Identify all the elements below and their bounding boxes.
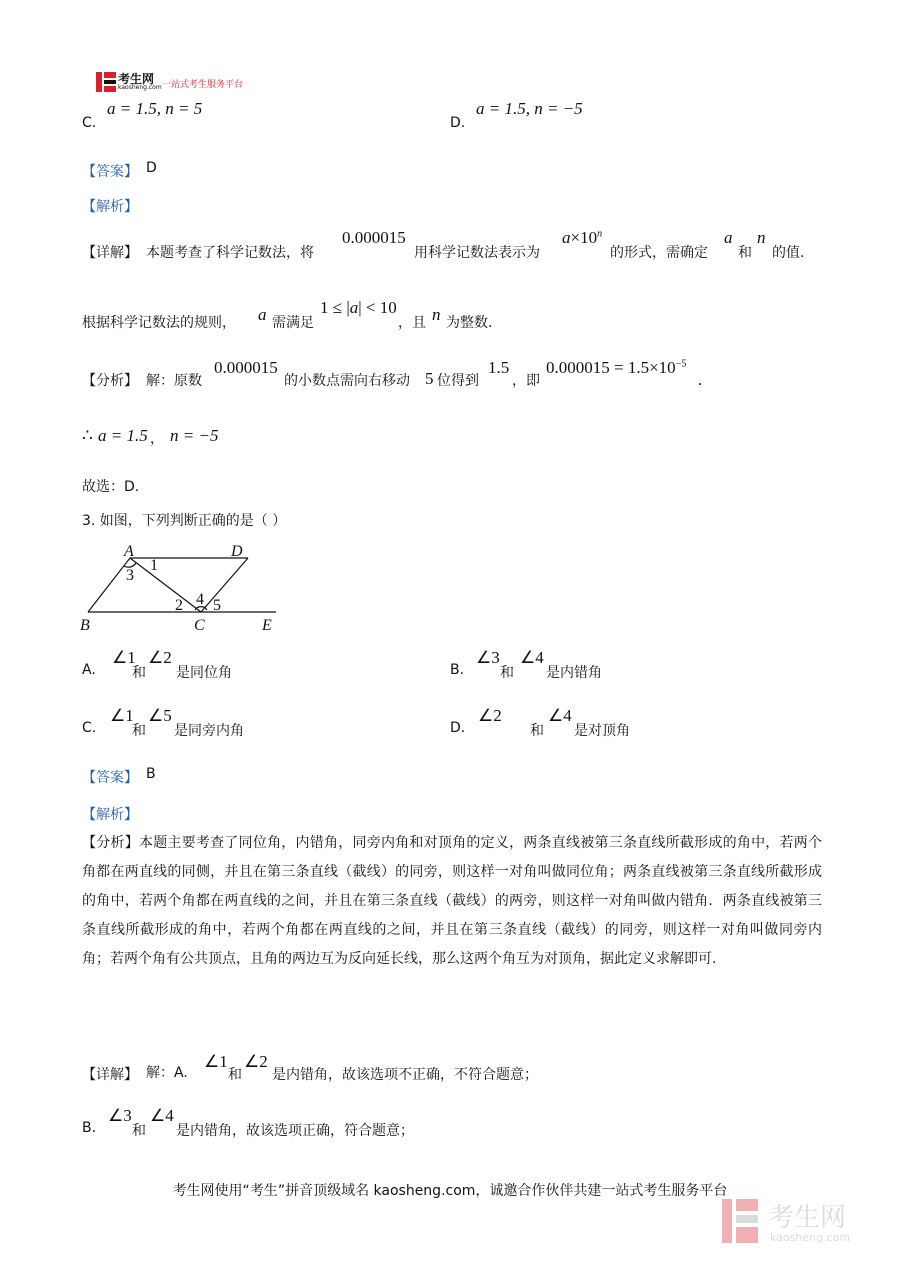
logo-slogan: 一站式考生服务平台 <box>162 80 244 90</box>
q3-analysis-tag: 【解析】 <box>82 807 138 823</box>
line-ab <box>88 558 130 612</box>
q3-fenxi-paragraph <box>82 829 822 974</box>
label-4: 4 <box>196 591 204 608</box>
q2-rule-inequality: 1 ≤ |a| < 10 <box>320 298 397 317</box>
kaosheng-logo-icon <box>96 72 116 92</box>
line-ac <box>130 558 201 612</box>
q3-detail-b-x: ∠3 <box>108 1106 132 1125</box>
q2-detail-text-1: 本题考查了科学记数法，将 <box>146 245 314 261</box>
label-c: C <box>194 617 205 634</box>
q2-option-d-expr: a = 1.5, n = −5 <box>476 99 583 118</box>
label-3: 3 <box>126 567 134 584</box>
q2-answer-tag: 【答案】 <box>82 164 138 180</box>
q2-fenxi-equation: $0.000015 = 1.5\times 10^{-5}$ <box>546 358 687 377</box>
q2-detail-number: 0.000015 <box>342 228 406 247</box>
q3-detail-b-and: 和 <box>132 1123 146 1139</box>
q2-fenxi-text-3: 位得到 <box>437 373 479 389</box>
logo-text: 考生网 <box>118 72 155 86</box>
q2-detail-tag: 【详解】 <box>82 245 138 261</box>
q3-opt-d-y: ∠4 <box>548 706 572 725</box>
q3-stem: 3. 如图，下列判断正确的是（ ） <box>82 513 287 529</box>
q2-rule-text-2: 需满足 <box>272 315 314 331</box>
q3-detail-b-letter: B. <box>82 1120 97 1136</box>
q3-opt-b-text: 是内错角 <box>546 665 602 681</box>
q3-geometry-figure <box>78 538 288 634</box>
q3-opt-a-y: ∠2 <box>148 648 172 667</box>
q3-opt-b-letter: B. <box>450 662 465 678</box>
q2-detail-formula: $a\times 10^n$ <box>562 228 603 247</box>
label-d: D <box>231 543 243 560</box>
watermark-text: 考生网 <box>768 1203 847 1233</box>
watermark <box>722 1197 872 1251</box>
q3-opt-a-letter: A. <box>82 662 96 678</box>
q3-detail-a-prefix: 解：A. <box>146 1065 188 1081</box>
q3-opt-c-letter: C. <box>82 720 97 736</box>
q3-opt-c-y: ∠5 <box>148 706 172 725</box>
q2-fenxi-text-4: ，即 <box>512 373 540 389</box>
q3-opt-b-x: ∠3 <box>476 648 500 667</box>
q2-rule-text-3: ，且 <box>398 315 426 331</box>
q2-option-d-letter: D. <box>450 115 466 131</box>
label-a: A <box>124 543 134 560</box>
q3-opt-b-y: ∠4 <box>520 648 544 667</box>
q2-rule-var-n: n <box>432 305 441 324</box>
q3-opt-d-text: 是对顶角 <box>574 723 630 739</box>
label-b: B <box>80 617 90 634</box>
q2-therefore-sep: ， <box>150 431 164 447</box>
q2-fenxi-number: 0.000015 <box>214 358 278 377</box>
q2-fenxi-tag: 【分析】 <box>82 373 138 389</box>
q2-detail-var-a: a <box>724 228 733 247</box>
q2-fenxi-text-1: 解：原数 <box>146 373 202 389</box>
q3-opt-a-and: 和 <box>132 665 146 681</box>
q3-answer-tag: 【答案】 <box>82 770 138 786</box>
therefore-symbol: ∴ <box>82 426 93 445</box>
q2-detail-text-2: 用科学记数法表示为 <box>414 245 540 261</box>
q3-detail-a-text: 是内错角，故该选项不正确，不符合题意； <box>272 1067 538 1083</box>
q3-detail-a-and: 和 <box>228 1067 242 1083</box>
q3-opt-d-letter: D. <box>450 720 466 736</box>
q3-detail-b-y: ∠4 <box>150 1106 174 1125</box>
q2-choose: 故选：D. <box>82 479 140 495</box>
q3-detail-a-x: ∠1 <box>204 1052 228 1071</box>
q2-detail-and: 和 <box>738 245 752 261</box>
q3-fenxi-tag: 【分析】 <box>82 835 139 851</box>
q3-opt-a-text: 是同位角 <box>176 665 232 681</box>
q3-opt-c-x: ∠1 <box>110 706 134 725</box>
q2-detail-text-4: 的值. <box>772 245 805 261</box>
label-e: E <box>262 617 272 634</box>
q2-option-c-expr: a = 1.5, n = 5 <box>107 99 203 118</box>
line-dc <box>201 558 248 612</box>
q2-fenxi-period: . <box>698 370 703 389</box>
q3-opt-d-x: ∠2 <box>478 706 502 725</box>
watermark-domain: kaosheng.com <box>770 1231 851 1244</box>
q2-detail-var-n: n <box>757 228 766 247</box>
q3-opt-c-and: 和 <box>132 723 146 739</box>
label-2: 2 <box>175 597 183 614</box>
q2-option-c-letter: C. <box>82 115 97 131</box>
label-1: 1 <box>150 557 158 574</box>
q2-fenxi-value: 1.5 <box>488 358 510 377</box>
q2-therefore-a: a = 1.5 <box>98 426 148 445</box>
q3-opt-c-text: 是同旁内角 <box>174 723 244 739</box>
q2-therefore-n: n = −5 <box>170 426 219 445</box>
q2-rule-text-1: 根据科学记数法的规则， <box>82 315 236 331</box>
q3-opt-b-and: 和 <box>500 665 514 681</box>
q3-answer: B <box>146 766 156 782</box>
q2-analysis-tag: 【解析】 <box>82 199 138 215</box>
q2-fenxi-text-2: 的小数点需向右移动 <box>284 373 410 389</box>
label-5: 5 <box>213 597 221 614</box>
q3-fenxi-text: 本题主要考查了同位角，内错角，同旁内角和对顶角的定义，两条直线被第三条直线所截形成的角中，若两个角都在两直线的同侧，并且在第三条直线（截线）的同旁，则这样一对角叫做同位角；两条直线被第三条直线所截形成的角中，若两个角都在两直线的之间，并且在第三条直线（截线）的两旁，则这样一对角叫做内错角．两条直线被第三条直线所截形成的角中，若两个角都在两直线的之间，并且在第三条直线（截线）的同旁，则这样一对角叫做同旁内角；若两个角有公共顶点，且角的两边互为反向延长线，那么这两个角互为对顶角，据此定义求解即可. <box>82 835 823 967</box>
q3-detail-a-y: ∠2 <box>244 1052 268 1071</box>
q3-detail-tag: 【详解】 <box>82 1067 138 1083</box>
q2-answer: D <box>146 160 157 176</box>
q2-fenxi-five: 5 <box>425 369 434 388</box>
footer-text: 考生网使用“考生”拼音顶级域名 kaosheng.com，诚邀合作伙伴共建一站式考生服务平台 <box>172 1183 728 1199</box>
q2-rule-text-4: 为整数. <box>446 315 493 331</box>
q3-opt-a-x: ∠1 <box>112 648 136 667</box>
q2-rule-var-a: a <box>258 305 267 324</box>
q2-detail-text-3: 的形式，需确定 <box>610 245 708 261</box>
q3-opt-d-and: 和 <box>530 723 544 739</box>
q3-detail-b-text: 是内错角，故该选项正确，符合题意； <box>176 1123 414 1139</box>
logo-domain: kaosheng.com <box>118 84 162 91</box>
